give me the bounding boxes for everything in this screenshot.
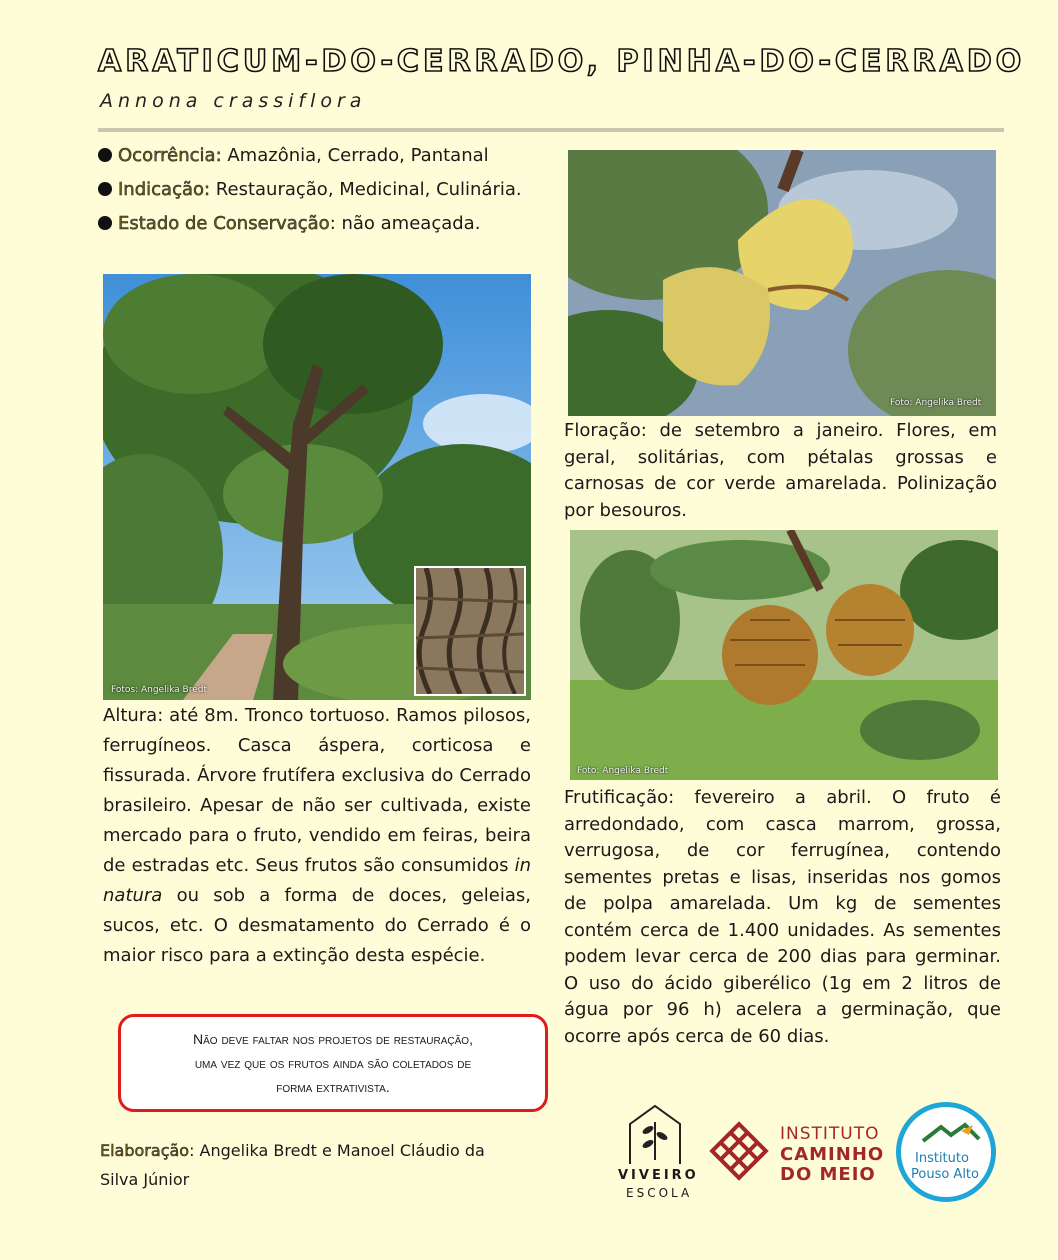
description-part: ou sob a forma de doces, geleias, sucos, etc. O desmatamento do Cerrado é o maior risco para a extinção desta espécie. [103, 885, 531, 966]
credits-value: : Angelika Bredt e Manoel Cláudio da Silva Júnior [100, 1141, 485, 1189]
callout-line: forma extrativista. [276, 1079, 390, 1095]
flower-photo [568, 150, 996, 416]
description-italic: in natura [103, 855, 531, 906]
pouso-line1: Instituto [915, 1151, 969, 1166]
callout-line: uma vez que os frutos ainda são coletados de [194, 1055, 472, 1071]
page-title: ARATICUM-DO-CERRADO, PINHA-DO-CERRADO [98, 44, 1026, 79]
header-divider [98, 128, 1004, 132]
callout-line: Não deve faltar nos projetos de restauração, [193, 1031, 473, 1047]
scientific-name: Annona crassiflora [100, 90, 367, 112]
bullet-icon [98, 216, 112, 230]
fact-value: : não ameaçada. [329, 213, 481, 234]
instituto-text: INSTITUTO [780, 1124, 880, 1144]
fact-value: Amazônia, Cerrado, Pantanal [221, 145, 489, 166]
bark-inset [414, 566, 526, 696]
fact-value: Restauração, Medicinal, Culinária. [210, 179, 522, 200]
do-meio-text: DO MEIO [780, 1164, 876, 1185]
bullet-icon [98, 148, 112, 162]
fact-label: Estado de Conservação [118, 213, 330, 234]
description-part: Altura: até 8m. Tronco tortuoso. Ramos pilosos, ferrugíneos. Casca áspera, corticosa e fissurada. Árvore frutífera exclusiva do Cerrado brasileiro. Apesar de não ser cultivada, existe mercado para o fruto, vendido em feiras, beira de estradas etc. Seus frutos são consumidos [103, 705, 531, 876]
flowering-text: Floração: de setembro a janeiro. Flores, em geral, solitárias, com pétalas grossas e carnosas de cor verde amarelada. Polinização por besouros. [564, 420, 997, 521]
escola-text: ESCOLA [626, 1186, 693, 1200]
instituto-caminho-logo [708, 1116, 888, 1196]
fruiting-text: Frutificação: fevereiro a abril. O fruto é arredondado, com casca marrom, grossa, verrugosa, de cor ferrugínea, contendo sementes pretas e lisas, inseridas nos gomos de polpa amarelada. Um kg de sementes contém cerca de 1.400 unidades. As sementes podem levar cerca de 200 dias para germinar. O uso do ácido giberélico (1g em 2 litros de água por 96 h) acelera a germinação, que ocorre após cerca de 60 dias. [564, 787, 1001, 1047]
credits-label: Elaboração [100, 1141, 190, 1160]
viveiro-text: VIVEIRO [618, 1168, 699, 1183]
description-text [103, 701, 531, 971]
photo-credit: Foto: Angelika Bredt [890, 398, 982, 408]
pouso-line2: Pouso Alto [911, 1167, 979, 1182]
bird-icon [921, 1121, 981, 1147]
photo-credit: Foto: Angelika Bredt [577, 766, 669, 776]
endless-knot-icon [708, 1120, 770, 1182]
viveiro-escola-logo [618, 1102, 699, 1202]
credits [100, 1136, 520, 1194]
fact-label: Indicação: [118, 179, 211, 200]
fact-occurrence [98, 142, 538, 170]
fact-label: Ocorrência: [118, 145, 222, 166]
facts-list [98, 142, 538, 244]
caminho-text: CAMINHO [780, 1144, 885, 1165]
restoration-callout [118, 1014, 548, 1112]
tree-photo [103, 274, 531, 700]
photo-credit: Fotos: Angelika Bredt [111, 685, 207, 695]
fruit-photo [570, 530, 998, 780]
pouso-alto-logo [896, 1102, 996, 1202]
fact-indication [98, 176, 538, 204]
bullet-icon [98, 182, 112, 196]
fact-conservation [98, 210, 538, 238]
